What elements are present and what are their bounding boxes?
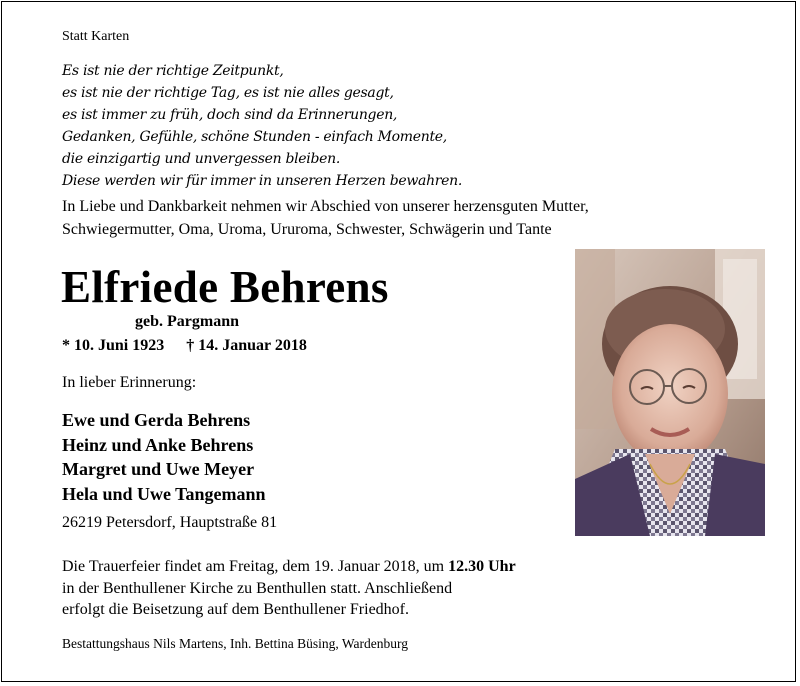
birth-date: * 10. Juni 1923 — [62, 337, 165, 354]
poem-line: die einzigartig und unvergessen bleiben. — [62, 151, 340, 167]
ceremony-line: erfolgt die Beisetzung auf dem Benthullener Friedhof. — [62, 601, 410, 618]
maiden-name: geb. Pargmann — [135, 313, 239, 330]
mourner-name: Margret und Uwe Meyer — [62, 459, 255, 479]
mourner-name: Heinz und Anke Behrens — [62, 434, 254, 455]
portrait-photo — [575, 249, 765, 536]
ceremony-info — [62, 556, 516, 621]
death-date: † 14. Januar 2018 — [186, 337, 307, 354]
life-dates — [62, 337, 307, 355]
intro-line: In Liebe und Dankbarkeit nehmen wir Abschied von unserer herzensguten Mutter, — [62, 198, 589, 215]
poem-line: Es ist nie der richtige Zeitpunkt, — [62, 63, 284, 79]
ceremony-time: 12.30 Uhr — [448, 558, 516, 575]
mourner-name: Ewe und Gerda Behrens — [62, 410, 251, 430]
deceased-name: Elfriede Behrens — [61, 262, 389, 312]
farewell-intro — [62, 196, 589, 241]
mourner-name: Hela und Uwe Tangemann — [62, 483, 266, 504]
mourners-list — [62, 408, 266, 506]
ceremony-line — [62, 556, 516, 578]
poem-line: Gedanken, Gefühle, schöne Stunden - einfach Momente, — [62, 129, 447, 145]
poem-line: es ist nie der richtige Tag, es ist nie alles gesagt, — [62, 85, 394, 101]
poem — [62, 60, 462, 192]
poem-line: Diese werden wir für immer in unseren Herzen bewahren. — [62, 173, 463, 189]
family-address: 26219 Petersdorf, Hauptstraße 81 — [62, 514, 278, 531]
ceremony-line: in der Benthullener Kirche zu Benthullen statt. Anschließend — [62, 579, 453, 597]
ceremony-date-text: Die Trauerfeier findet am Freitag, dem 19. Januar 2018, um — [62, 558, 449, 575]
undertaker: Bestattungshaus Nils Martens, Inh. Bettina Büsing, Wardenburg — [62, 636, 409, 651]
statt-karten: Statt Karten — [62, 29, 130, 44]
memory-heading: In lieber Erinnerung: — [62, 374, 197, 391]
intro-line: Schwiegermutter, Oma, Uroma, Ururoma, Schwester, Schwägerin und Tante — [62, 220, 552, 238]
poem-line: es ist immer zu früh, doch sind da Erinnerungen, — [62, 107, 398, 123]
